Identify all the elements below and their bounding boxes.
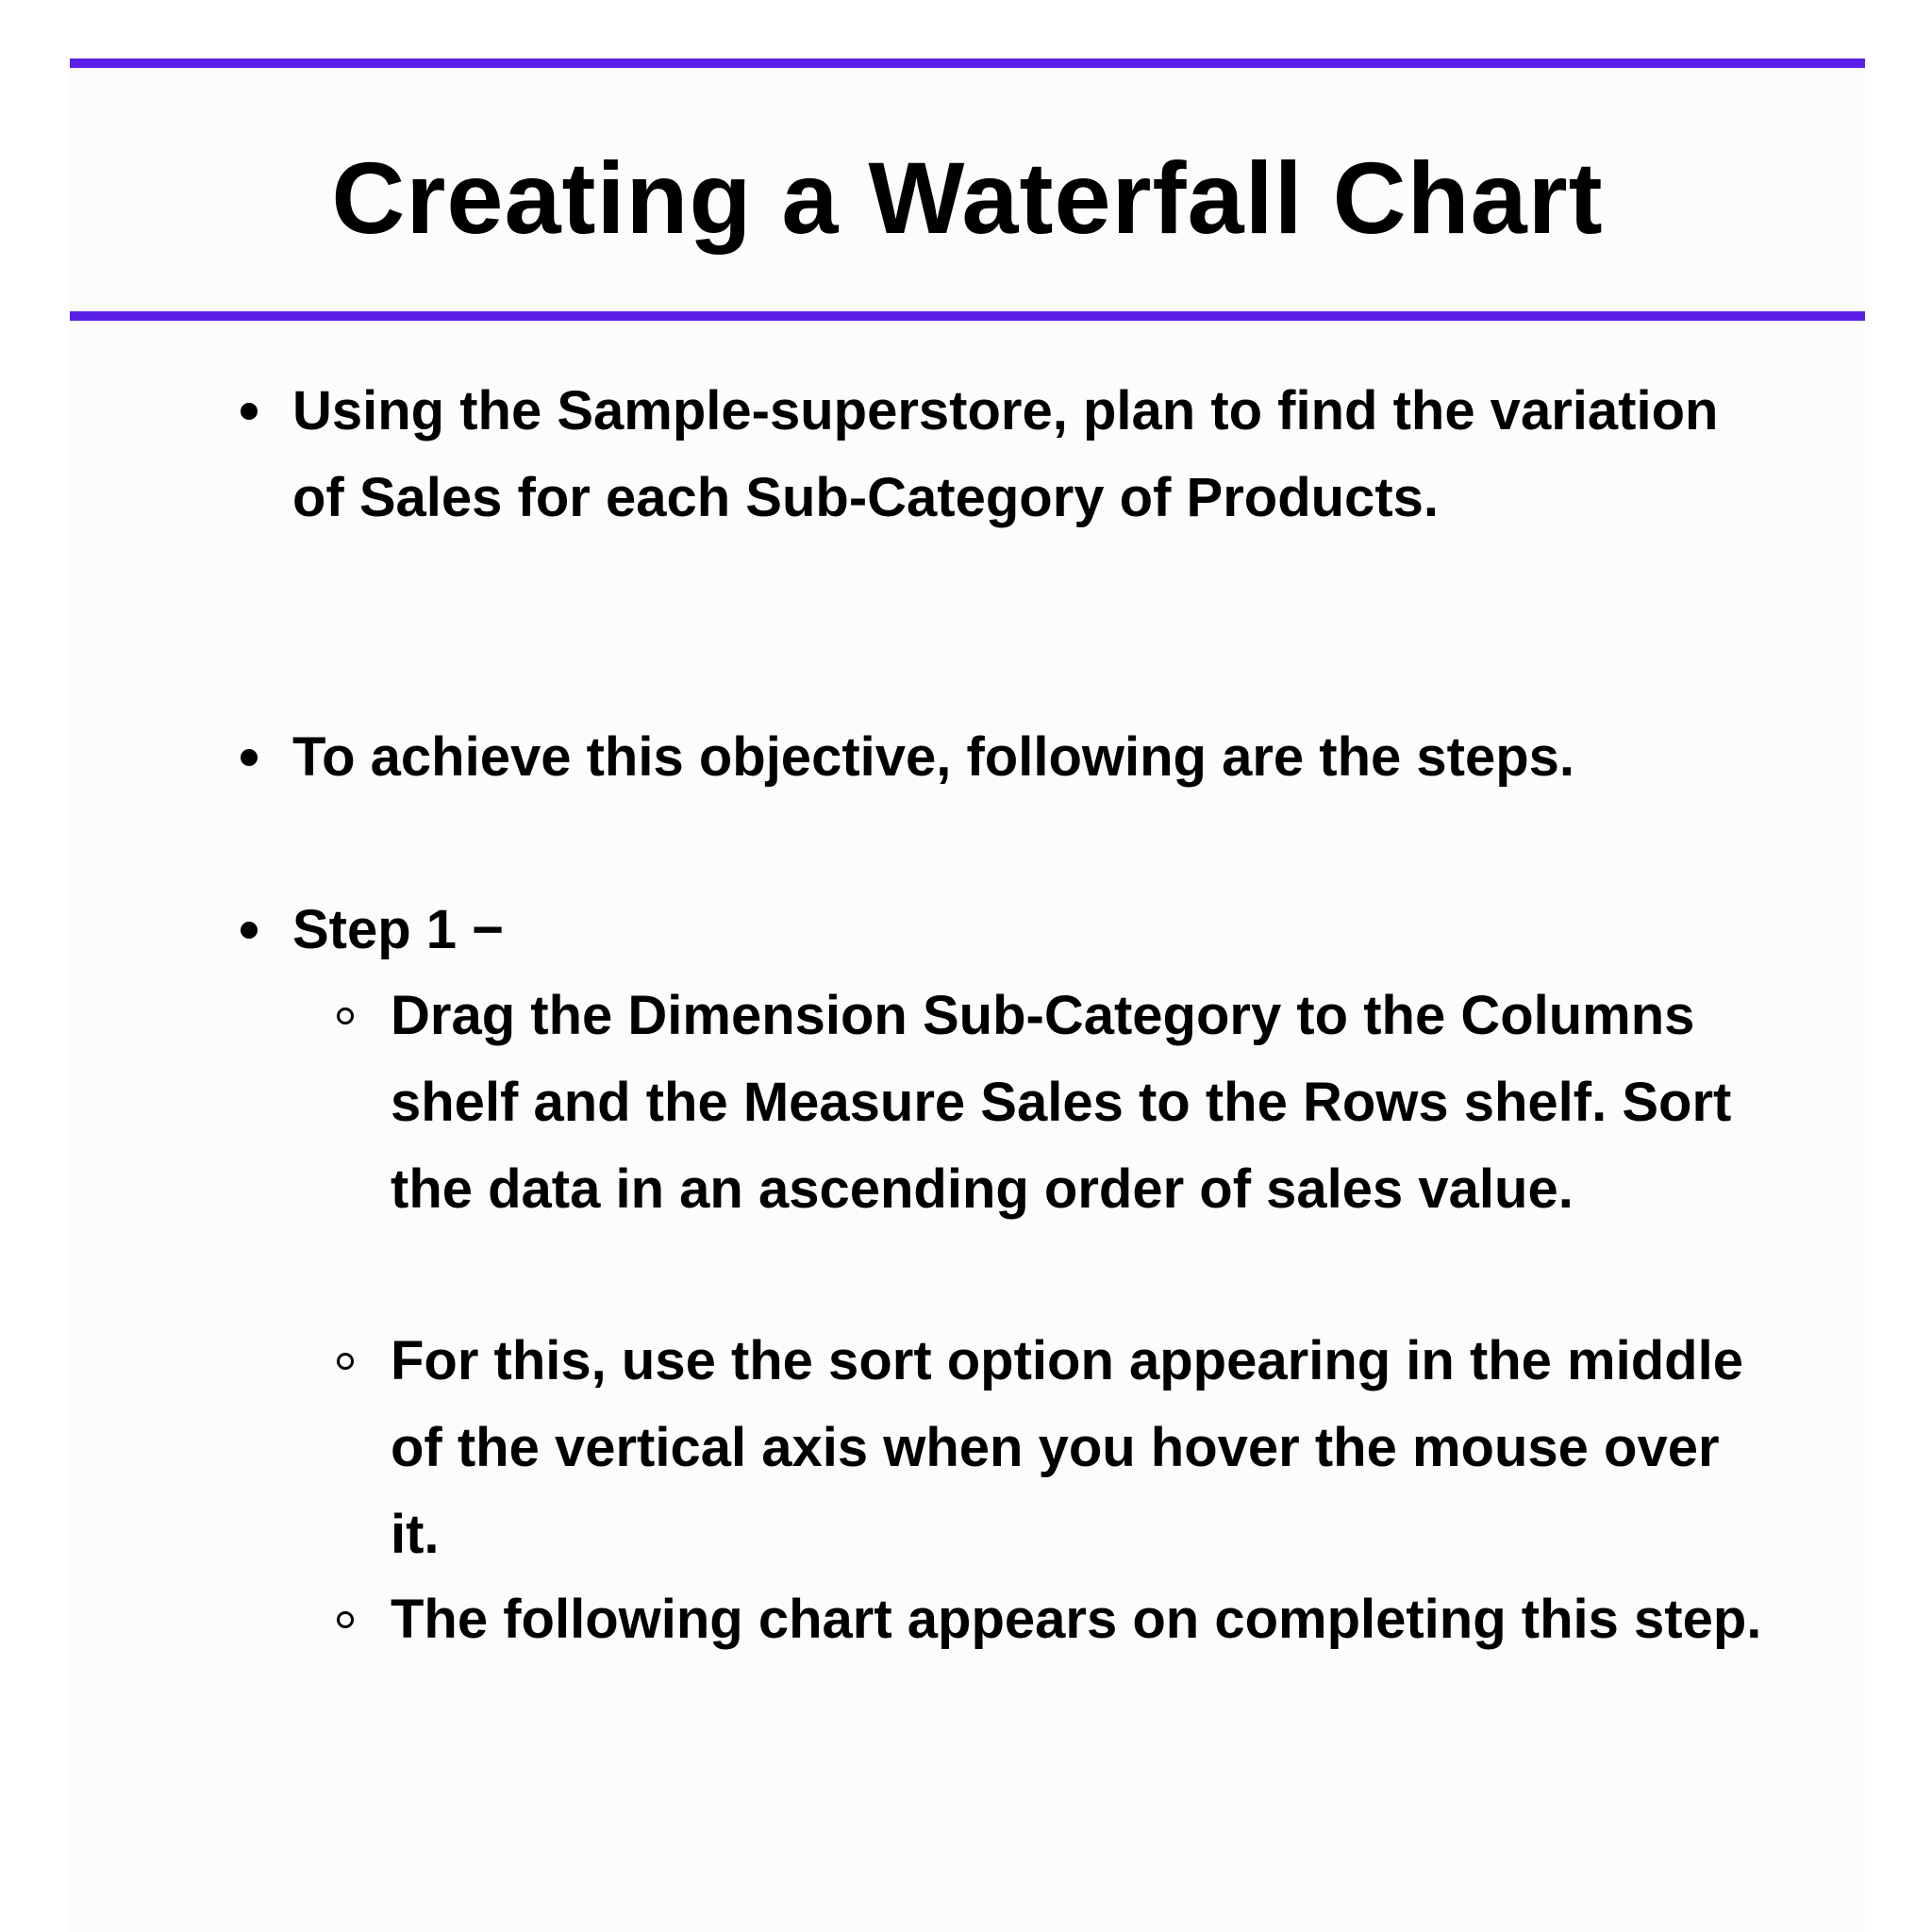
sub-item-chart-appears: The following chart appears on completing this step.	[391, 1589, 1762, 1650]
sub-bullet-circle-icon	[337, 1353, 354, 1370]
page-title: Creating a Waterfall Chart	[331, 141, 1604, 255]
sub-item-sort-option: For this, use the sort option appearing in the middle of the vertical axis when you hover the mouse over it.	[391, 1330, 1743, 1565]
sub-bullet-circle-icon	[337, 1611, 354, 1628]
bullet-item-steps-intro: To achieve this objective, following are the steps.	[292, 726, 1575, 788]
bullet-dot-icon	[241, 749, 258, 766]
bullet-item-step-1: Step 1 −	[292, 899, 505, 960]
sub-bullet-circle-icon	[337, 1008, 354, 1024]
bullet-dot-icon	[241, 403, 258, 420]
sub-item-drag-dimension: Drag the Dimension Sub-Category to the Columns shelf and the Measure Sales to the Rows shelf. Sort the data in an ascending order of sales value.	[391, 985, 1732, 1220]
bullet-item-objective: Using the Sample-superstore, plan to find the variation of Sales for each Sub-Category of Products.	[292, 380, 1719, 528]
bullet-dot-icon	[241, 922, 258, 939]
